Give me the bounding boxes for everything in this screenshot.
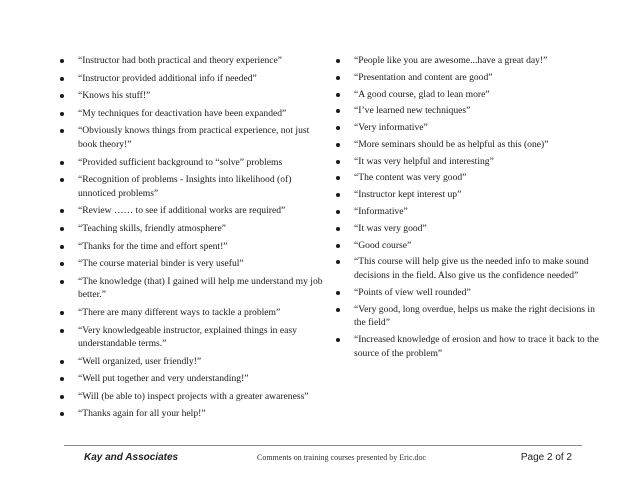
list-item <box>64 275 326 302</box>
comment-text: “The course material binder is very useful” <box>78 258 244 270</box>
list-item <box>64 173 326 200</box>
bullet-icon <box>336 76 340 80</box>
bullet-icon <box>60 280 64 284</box>
comment-text: “Will (be able to) inspect projects with a greater awareness” <box>78 390 309 402</box>
comment-text: “Recognition of problems - Insights into likelihood (of) unnoticed problems” <box>78 174 292 199</box>
bullet-icon <box>60 129 64 133</box>
list-item <box>64 355 326 369</box>
bullet-icon <box>336 59 340 63</box>
list-item <box>64 390 326 404</box>
comment-text: “I’ve learned new techniques” <box>354 105 471 117</box>
bullet-icon <box>336 109 340 113</box>
comment-text: “Thanks again for all your help!” <box>78 408 206 420</box>
list-item <box>64 240 326 254</box>
comment-text: “This course will help give us the needed info to make sound decisions in the field. Also give us the confidence needed” <box>354 256 589 281</box>
bullet-icon <box>336 176 340 180</box>
list-item <box>340 333 602 360</box>
bullet-icon <box>60 311 64 315</box>
comment-text: “Instructor kept interest up” <box>354 189 462 201</box>
comment-text: “Well organized, user friendly!” <box>78 355 202 367</box>
footer-page-number: Page 2 of 2 <box>520 452 572 463</box>
list-item <box>340 303 602 330</box>
bullet-icon <box>60 245 64 249</box>
footer-document-name: Comments on training courses presented by Eric.doc <box>257 453 427 462</box>
comment-text: “Informative” <box>354 206 408 218</box>
comment-text: “More seminars should be as helpful as this (one)” <box>354 138 549 150</box>
bullet-icon <box>60 412 64 416</box>
bullet-icon <box>336 193 340 197</box>
comment-text: “The knowledge (that) I gained will help me understand my job better.” <box>78 275 323 301</box>
list-item <box>64 257 326 271</box>
list-item <box>64 156 326 170</box>
list-item <box>340 88 602 102</box>
comment-text: “Well put together and very understanding!” <box>78 373 249 385</box>
list-item <box>64 306 326 320</box>
bullet-icon <box>336 93 340 97</box>
bullet-icon <box>336 160 340 164</box>
footer-company: Kay and Associates <box>84 452 179 463</box>
comment-text: “Instructor had both practical and theory experience” <box>78 55 283 66</box>
bullet-icon <box>60 360 64 364</box>
comment-text: “It was very good” <box>354 222 427 234</box>
comment-text: “There are many different ways to tackle a problem” <box>78 306 281 318</box>
bullet-icon <box>60 395 64 399</box>
list-item <box>340 286 602 300</box>
comment-text: “Review …… to see if additional works are required” <box>78 205 286 217</box>
list-item <box>64 324 326 351</box>
comment-text: “Obviously knows things from practical experience, not just book theory!” <box>78 125 310 150</box>
list-item <box>340 155 602 169</box>
list-item <box>64 124 326 151</box>
comment-text: “Increased knowledge of erosion and how to trace it back to the source of the problem” <box>354 333 599 359</box>
list-item <box>340 121 602 135</box>
list-item <box>64 372 326 386</box>
comment-text: “Very good, long overdue, helps us make the right decisions in the field” <box>354 303 595 329</box>
bullet-icon <box>336 227 340 231</box>
list-item <box>340 205 602 219</box>
comment-text: “Instructor provided additional info if needed” <box>78 72 257 84</box>
bullet-icon <box>60 262 64 266</box>
comment-text: “A good course, glad to lean more” <box>354 88 490 100</box>
comment-text: “My techniques for deactivation have been expanded” <box>78 107 287 119</box>
bullet-icon <box>336 210 340 214</box>
comment-text: “Knows his stuff!” <box>78 90 151 102</box>
comment-text: “Very informative” <box>354 122 428 134</box>
bullet-icon <box>336 291 340 295</box>
list-item <box>340 71 602 85</box>
list-item <box>340 138 602 152</box>
bullet-icon <box>60 178 64 182</box>
bullet-icon <box>336 126 340 130</box>
comment-text: “It was very helpful and interesting” <box>354 155 494 167</box>
bullet-icon <box>60 329 64 333</box>
footer-divider <box>64 445 582 446</box>
bullet-icon <box>60 227 64 231</box>
comment-text: “People like you are awesome...have a great day!” <box>354 55 548 66</box>
bullet-icon <box>336 143 340 147</box>
bullet-icon <box>336 308 340 312</box>
list-item <box>340 239 602 253</box>
comments-list-right <box>340 54 602 363</box>
bullet-icon <box>60 59 64 63</box>
list-item <box>340 104 602 118</box>
bullet-icon <box>336 244 340 248</box>
list-item <box>340 222 602 236</box>
comment-text: “Good course” <box>354 239 412 251</box>
bullet-icon <box>60 209 64 213</box>
bullet-icon <box>60 94 64 98</box>
comment-text: “The content was very good” <box>354 172 467 184</box>
comments-list-left <box>64 54 326 425</box>
bullet-icon <box>60 77 64 81</box>
bullet-icon <box>60 377 64 381</box>
list-item <box>340 171 602 185</box>
list-item <box>64 107 326 121</box>
comment-text: “Presentation and content are good” <box>354 71 493 83</box>
comment-text: “Teaching skills, friendly atmosphere” <box>78 222 226 234</box>
bullet-icon <box>336 260 340 264</box>
list-item <box>64 54 326 68</box>
comment-text: “Very knowledgeable instructor, explained things in easy understandable terms.” <box>78 324 297 350</box>
list-item <box>64 222 326 236</box>
list-item <box>64 89 326 103</box>
comment-text: “Points of view well rounded” <box>354 286 471 298</box>
list-item <box>64 72 326 86</box>
list-item <box>64 407 326 421</box>
bullet-icon <box>60 112 64 116</box>
list-item <box>340 255 602 282</box>
list-item <box>64 204 326 218</box>
list-item <box>340 54 602 68</box>
list-item <box>340 188 602 202</box>
page-footer <box>64 452 582 466</box>
comment-text: “Thanks for the time and effort spent!” <box>78 240 228 252</box>
comment-text: “Provided sufficient background to “solve” problems <box>78 156 283 168</box>
bullet-icon <box>336 338 340 342</box>
bullet-icon <box>60 161 64 165</box>
